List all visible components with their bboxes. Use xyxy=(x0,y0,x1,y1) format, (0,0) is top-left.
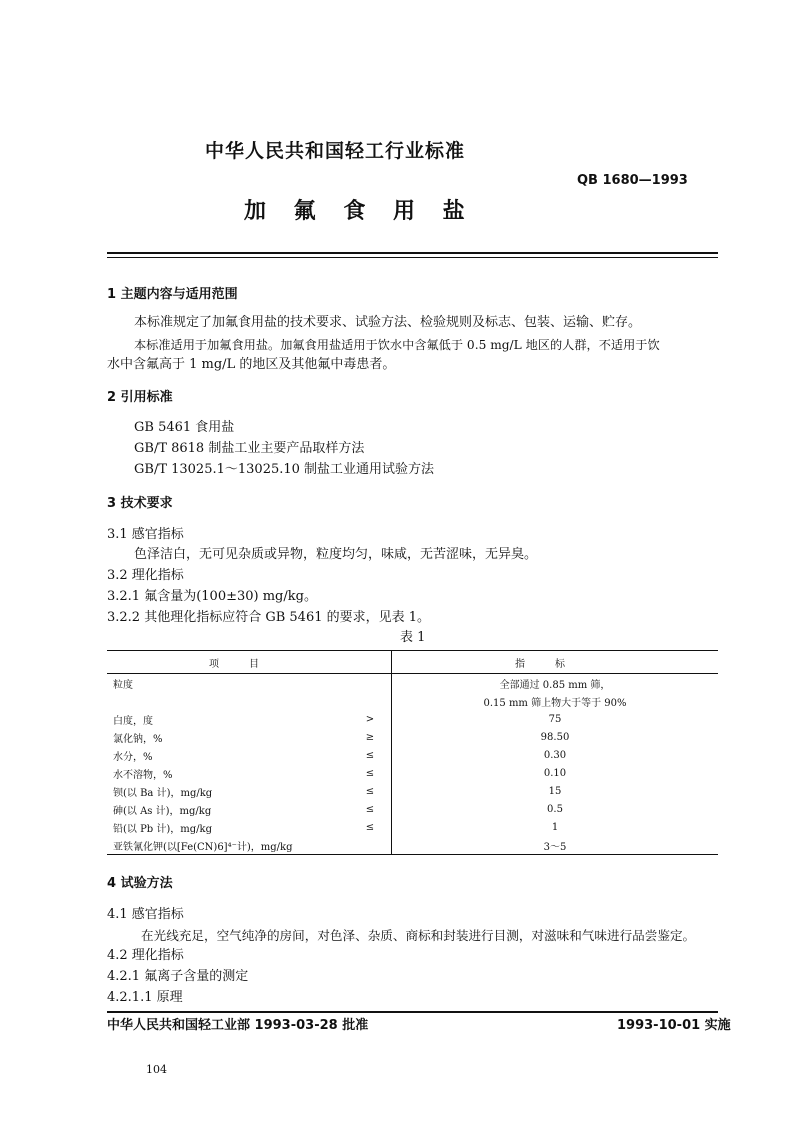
reference-gbt13025: GB/T 13025.1～13025.10 制盐工业通用试验方法 xyxy=(134,462,435,477)
table-cell-item: 亚铁氰化钾(以[Fe(CN)6]⁴⁻计)，mg/kg xyxy=(113,841,293,853)
section-3-heading: 3 技术要求 xyxy=(107,496,173,511)
table-header-row xyxy=(107,651,718,674)
table-cell-item: 砷(以 As 计)，mg/kg xyxy=(113,805,212,817)
document-title: 加 氟 食 用 盐 xyxy=(244,199,475,224)
table-cell-item: 粒度 xyxy=(113,679,133,691)
table-cell-op: ≥ xyxy=(365,731,375,743)
table-row xyxy=(107,764,718,782)
section-3-2-2: 3.2.2 其他理化指标应符合 GB 5461 的要求，见表 1。 xyxy=(107,610,431,625)
table-cell-op xyxy=(349,692,392,710)
table-row xyxy=(107,836,718,855)
table-row xyxy=(107,818,718,836)
table-row xyxy=(107,800,718,818)
section-1-paragraph-1: 本标准规定了加氟食用盐的技术要求、试验方法、检验规则及标志、包装、运输、贮存。 xyxy=(134,315,642,330)
org-title: 中华人民共和国轻工行业标准 xyxy=(205,140,466,162)
table-header-item: 项目 xyxy=(107,651,392,674)
section-1-heading: 1 主题内容与适用范围 xyxy=(107,287,238,302)
table-row xyxy=(107,692,718,710)
table-row xyxy=(107,782,718,800)
section-4-1-text: 在光线充足，空气纯净的房间，对色泽、杂质、商标和封装进行目测，对滋味和气味进行品尝鉴定。 xyxy=(141,928,696,943)
table-cell-op: ≤ xyxy=(365,767,375,779)
effective-date: 1993-10-01 实施 xyxy=(617,1018,731,1033)
table-row xyxy=(107,746,718,764)
section-4-2-1: 4.2.1 氟离子含量的测定 xyxy=(107,969,249,984)
section-4-2-1-1: 4.2.1.1 原理 xyxy=(107,990,183,1005)
table-cell-op: ≤ xyxy=(365,821,375,833)
table-cell-value: 3～5 xyxy=(392,836,719,855)
table-cell-value: 0.10 xyxy=(392,764,719,782)
section-3-2: 3.2 理化指标 xyxy=(107,568,184,583)
table-cell-value: 0.5 xyxy=(392,800,719,818)
section-4-1: 4.1 感官指标 xyxy=(107,907,184,922)
table-cell-item: 氯化钠，% xyxy=(113,733,163,745)
footer-rule xyxy=(107,1011,718,1013)
table-caption: 表 1 xyxy=(400,630,426,645)
section-4-heading: 4 试验方法 xyxy=(107,876,173,891)
table-1 xyxy=(107,650,718,855)
section-1-paragraph-2a: 本标准适用于加氟食用盐。加氟食用盐适用于饮水中含氟低于 0.5 mg/L 地区的人群，不适用于饮 xyxy=(134,338,660,352)
table-cell-op: ≤ xyxy=(365,785,375,797)
table-row xyxy=(107,710,718,728)
section-3-2-1: 3.2.1 氟含量为(100±30) mg/kg。 xyxy=(107,589,317,604)
table-cell-item: 铅(以 Pb 计)，mg/kg xyxy=(113,823,213,835)
table-cell-op: ≤ xyxy=(365,749,375,761)
table-cell-op: > xyxy=(365,713,375,725)
reference-gb5461: GB 5461 食用盐 xyxy=(134,420,235,435)
header-rule-top xyxy=(107,252,718,254)
standard-number: QB 1680—1993 xyxy=(577,173,688,188)
table-cell-item: 钡(以 Ba 计)，mg/kg xyxy=(113,787,213,799)
table-cell-value: 0.15 mm 筛上物大于等于 90% xyxy=(392,692,719,710)
table-cell-value: 98.50 xyxy=(392,728,719,746)
table-cell-item: 白度，度 xyxy=(113,715,153,727)
table-cell-item: 水不溶物，% xyxy=(113,769,173,781)
table-cell-op: ≤ xyxy=(365,803,375,815)
table-cell-op xyxy=(349,836,392,855)
page-number: 104 xyxy=(146,1063,167,1076)
table-cell-value: 全部通过 0.85 mm 筛， xyxy=(392,674,719,693)
table-cell-value: 75 xyxy=(392,710,719,728)
header-rule-bottom xyxy=(107,257,718,258)
table-header-value: 指标 xyxy=(392,651,719,674)
table-cell-value: 0.30 xyxy=(392,746,719,764)
table-cell-item xyxy=(107,692,349,710)
section-4-2: 4.2 理化指标 xyxy=(107,948,184,963)
table-row xyxy=(107,728,718,746)
table-cell-value: 15 xyxy=(392,782,719,800)
table-cell-item: 水分，% xyxy=(113,751,153,763)
table-row xyxy=(107,674,718,693)
section-1-paragraph-2b: 水中含氟高于 1 mg/L 的地区及其他氟中毒患者。 xyxy=(107,357,396,372)
approval-line: 中华人民共和国轻工业部 1993-03-28 批准 xyxy=(107,1018,369,1033)
reference-gbt8618: GB/T 8618 制盐工业主要产品取样方法 xyxy=(134,441,365,456)
table-cell-op xyxy=(349,674,392,693)
section-3-1-text: 色泽洁白，无可见杂质或异物，粒度均匀，味咸，无苦涩味，无异臭。 xyxy=(134,547,538,562)
section-2-heading: 2 引用标准 xyxy=(107,390,173,405)
section-3-1: 3.1 感官指标 xyxy=(107,527,184,542)
table-cell-value: 1 xyxy=(392,818,719,836)
